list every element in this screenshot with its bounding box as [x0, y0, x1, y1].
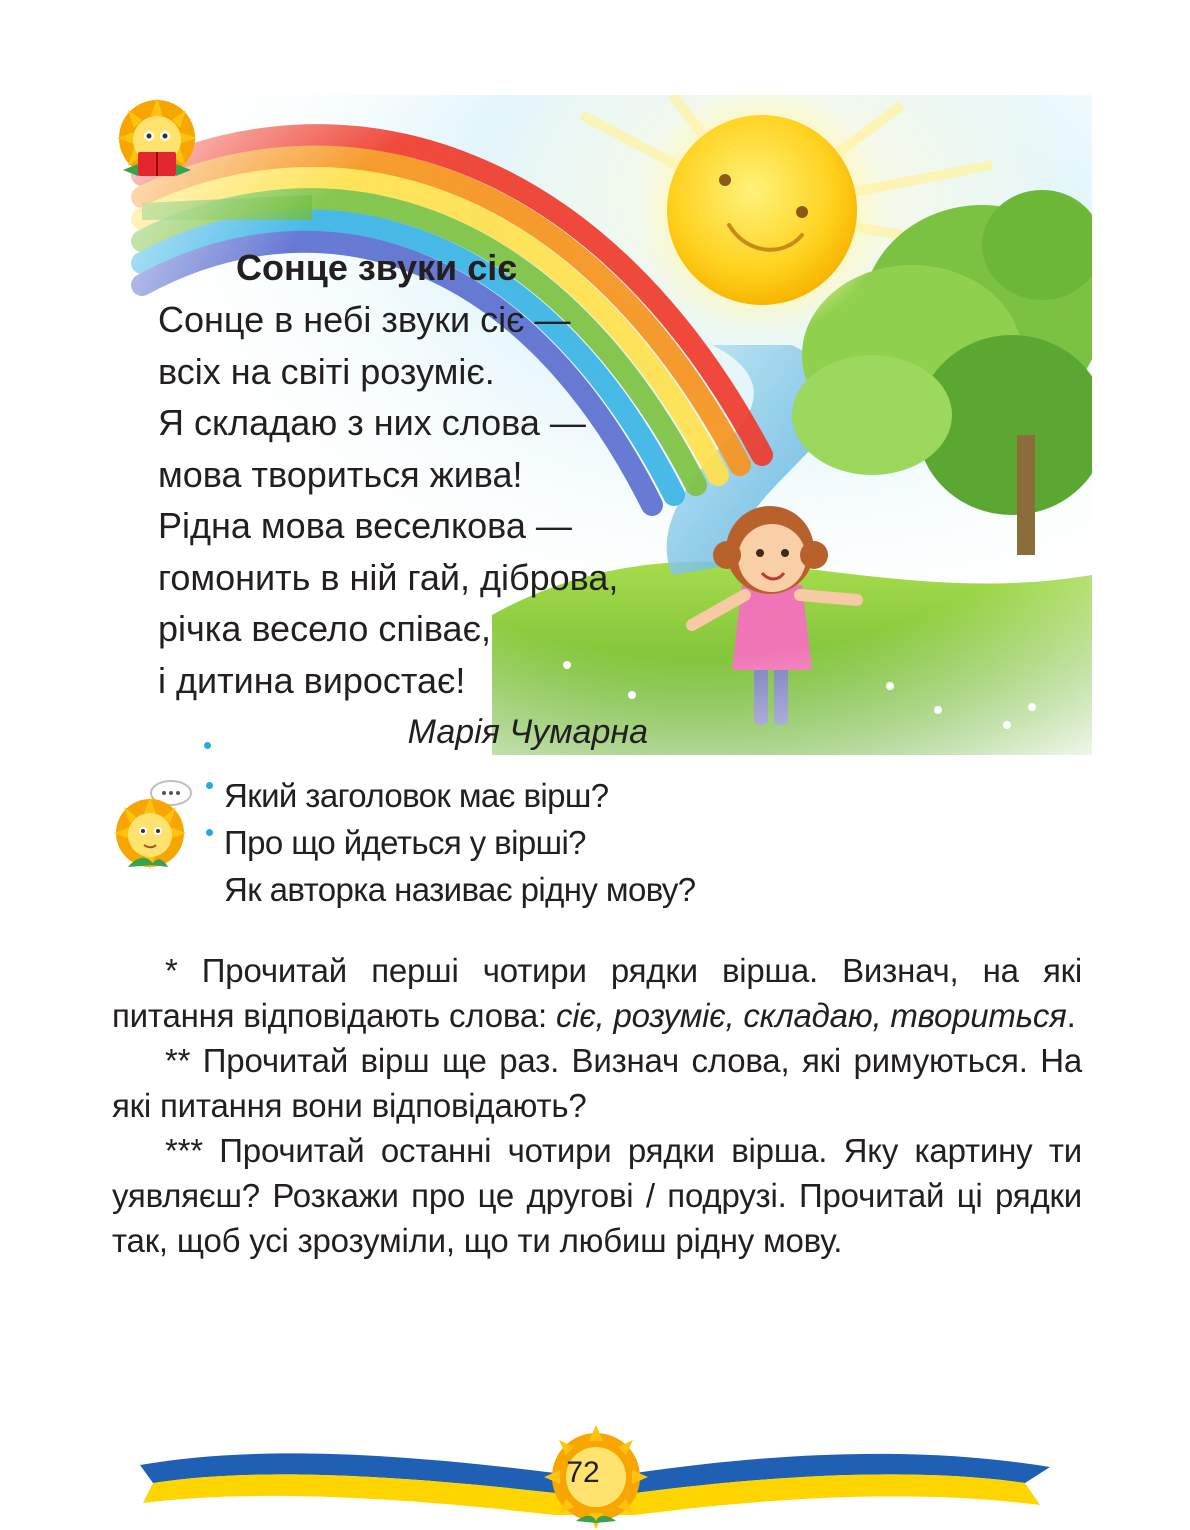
task-2: ** Прочитай вірш ще раз. Визнач слова, які римуються. На які питання вони відповідають? [112, 1042, 1082, 1124]
question-item [206, 866, 696, 913]
question-text: Який заголовок має вірш? [224, 777, 609, 814]
poem-line: Рідна мова веселкова — [158, 505, 572, 546]
tasks [112, 948, 1082, 1263]
poem-line: гомонить в ній гай, діброва, [158, 556, 619, 598]
question-text: Як авторка називає рідну мову? [224, 871, 696, 908]
bullet-dot-icon [206, 782, 213, 789]
task-1-words: сіє, розуміє, складаю, твориться [555, 997, 1067, 1034]
sunflower-reading-icon [108, 98, 206, 190]
task-1-end: . [1066, 997, 1076, 1034]
task-3: *** Прочитай останні чотири рядки вірша. Яку картину ти уявляєш? Розкажи про це другові / подрузі. Прочитай ці рядки так, щоб усі зрозуміли, що ти любиш рідну мову. [112, 1132, 1082, 1259]
page-number: 72 [566, 1456, 600, 1489]
question-item [206, 819, 696, 866]
question-text: Про що йдеться у вірші? [224, 824, 586, 861]
question-item [206, 772, 696, 819]
poem-author: Марія Чумарна [407, 713, 648, 751]
poem-line: всіх на світі розуміє. [158, 350, 495, 392]
questions-list [206, 772, 696, 913]
task-1-text: * Прочитай перші чотири рядки вірша. Визнач, на які питання відповідають слова: [112, 952, 1082, 1034]
poem-title: Сонце звуки сіє [236, 247, 518, 288]
poem [158, 246, 678, 756]
poem-line: мова твориться жива! [158, 453, 523, 495]
task-1 [112, 948, 1082, 1038]
sunflower-thinking-icon [108, 775, 204, 875]
poem-line: і дитина виростає! [158, 659, 466, 701]
bullet-dot-icon [206, 829, 213, 836]
poem-line: Я складаю з них слова — [158, 402, 586, 443]
poem-line: річка весело співає, [158, 608, 491, 649]
bullet-dot-icon [204, 742, 211, 749]
poem-line: Сонце в небі звуки сіє — [158, 299, 571, 340]
